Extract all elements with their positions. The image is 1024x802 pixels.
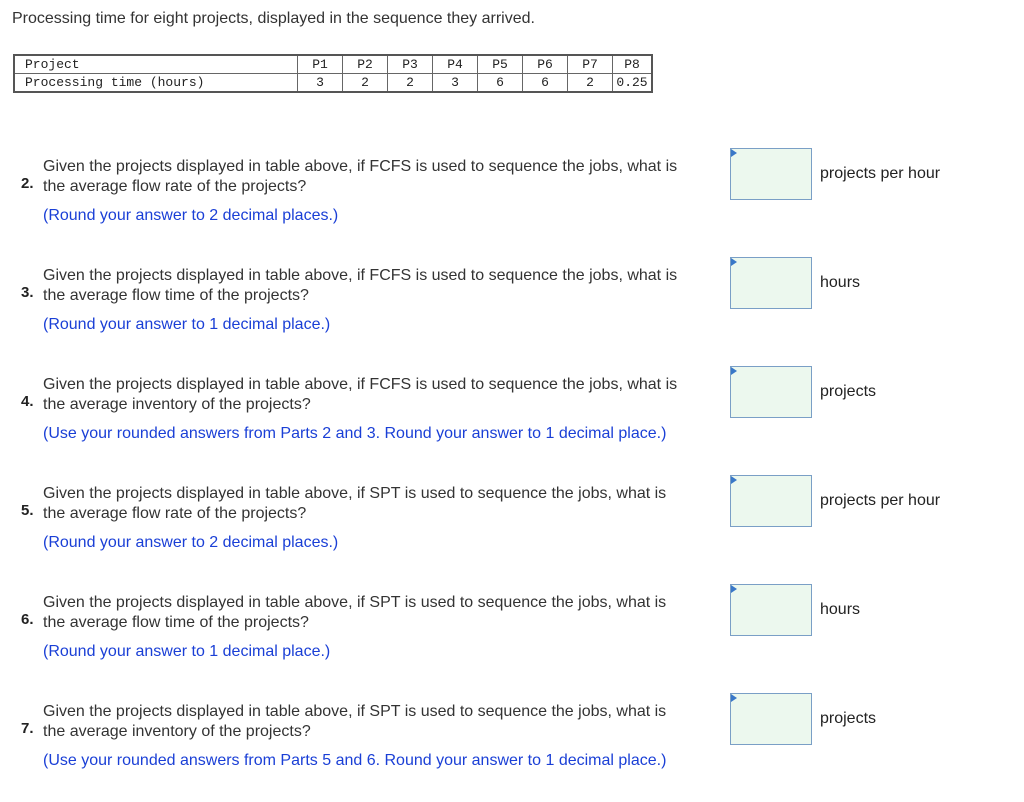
question-line-2: the average flow time of the projects? (43, 287, 309, 304)
input-marker-icon (731, 149, 737, 157)
question-line-1: Given the projects displayed in table above, if FCFS is used to sequence the jobs, what is (43, 158, 678, 175)
unit-label: projects (820, 710, 877, 727)
answer-input-flow-time-fcfs[interactable] (730, 257, 812, 309)
input-marker-icon (731, 258, 737, 266)
answer-input-flow-rate-fcfs[interactable] (730, 148, 812, 200)
question-7 (0, 702, 1024, 802)
question-line-1: Given the projects displayed in table above, if SPT is used to sequence the jobs, what is (43, 485, 667, 502)
question-line-1: Given the projects displayed in table above, if SPT is used to sequence the jobs, what is (43, 594, 667, 611)
answer-input-flow-time-spt[interactable] (730, 584, 812, 636)
question-5 (0, 484, 1024, 584)
question-text (43, 484, 723, 524)
rounding-note: (Use your rounded answers from Parts 2 and 3. Round your answer to 1 decimal place.) (43, 425, 667, 442)
question-number: 4. (21, 393, 34, 410)
question-line-2: the average inventory of the projects? (43, 723, 311, 740)
project-cell: P6 (523, 55, 568, 74)
table-row-time (14, 74, 652, 93)
time-cell: 2 (343, 74, 388, 93)
question-3 (0, 266, 1024, 366)
answer-input-inventory-fcfs[interactable] (730, 366, 812, 418)
question-number: 2. (21, 175, 34, 192)
intro-text: Processing time for eight projects, displayed in the sequence they arrived. (12, 10, 535, 27)
question-2 (0, 157, 1024, 257)
input-marker-icon (731, 694, 737, 702)
unit-label: hours (820, 601, 861, 618)
question-number: 3. (21, 284, 34, 301)
input-marker-icon (731, 367, 737, 375)
question-text (43, 593, 723, 633)
rounding-note: (Round your answer to 1 decimal place.) (43, 643, 331, 660)
project-cell: P5 (478, 55, 523, 74)
unit-label: projects (820, 383, 877, 400)
time-cell: 0.25 (613, 74, 653, 93)
rounding-note: (Use your rounded answers from Parts 5 and 6. Round your answer to 1 decimal place.) (43, 752, 667, 769)
question-number: 5. (21, 502, 34, 519)
question-number: 7. (21, 720, 34, 737)
time-cell: 6 (478, 74, 523, 93)
answer-input-inventory-spt[interactable] (730, 693, 812, 745)
answer-input-flow-rate-spt[interactable] (730, 475, 812, 527)
input-marker-icon (731, 585, 737, 593)
question-number: 6. (21, 611, 34, 628)
projects-table (13, 54, 653, 93)
row-header-processing-time: Processing time (hours) (14, 74, 298, 93)
question-line-1: Given the projects displayed in table above, if SPT is used to sequence the jobs, what is (43, 703, 667, 720)
project-cell: P7 (568, 55, 613, 74)
question-line-2: the average inventory of the projects? (43, 396, 311, 413)
question-6 (0, 593, 1024, 693)
rounding-note: (Round your answer to 2 decimal places.) (43, 207, 339, 224)
rounding-note: (Round your answer to 1 decimal place.) (43, 316, 331, 333)
question-text (43, 266, 723, 306)
project-cell: P2 (343, 55, 388, 74)
question-text (43, 375, 723, 415)
project-cell: P3 (388, 55, 433, 74)
time-cell: 3 (298, 74, 343, 93)
project-cell: P4 (433, 55, 478, 74)
question-line-1: Given the projects displayed in table above, if FCFS is used to sequence the jobs, what is (43, 267, 678, 284)
question-text (43, 702, 723, 742)
time-cell: 3 (433, 74, 478, 93)
question-4 (0, 375, 1024, 475)
question-line-1: Given the projects displayed in table above, if FCFS is used to sequence the jobs, what is (43, 376, 678, 393)
time-cell: 2 (388, 74, 433, 93)
project-cell: P8 (613, 55, 653, 74)
question-line-2: the average flow time of the projects? (43, 614, 309, 631)
unit-label: projects per hour (820, 492, 941, 509)
question-line-2: the average flow rate of the projects? (43, 505, 307, 522)
input-marker-icon (731, 476, 737, 484)
time-cell: 6 (523, 74, 568, 93)
table-row-project (14, 55, 652, 74)
time-cell: 2 (568, 74, 613, 93)
unit-label: hours (820, 274, 861, 291)
question-text (43, 157, 723, 197)
row-header-project: Project (14, 55, 298, 74)
unit-label: projects per hour (820, 165, 941, 182)
question-line-2: the average flow rate of the projects? (43, 178, 307, 195)
rounding-note: (Round your answer to 2 decimal places.) (43, 534, 339, 551)
project-cell: P1 (298, 55, 343, 74)
